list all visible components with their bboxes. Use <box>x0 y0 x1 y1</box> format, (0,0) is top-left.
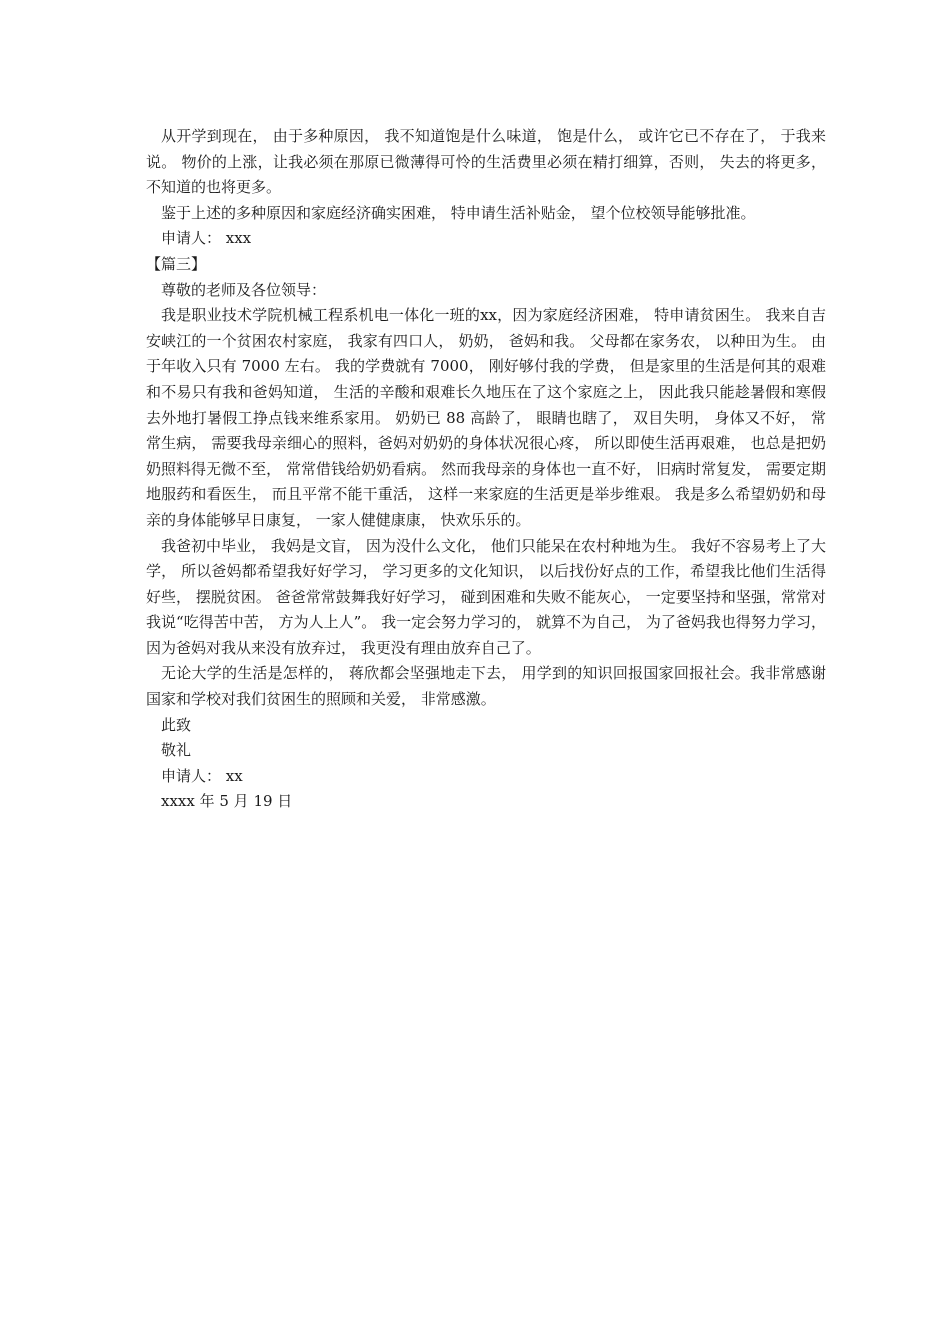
section-title: 【篇三】 <box>146 254 207 273</box>
salutation: 尊敬的老师及各位领导： <box>161 280 327 299</box>
document-page <box>146 124 826 815</box>
paragraph-intro-1: 从开学到现在， 由于多种原因， 我不知道饱是什么味道， 饱是什么， 或许它已不存在了， 于我来说。 物价的上涨，让我必须在那原已微薄得可怜的生活费里必须在精打细算，否则， 失去的将更多， 不知道的也将更多。 <box>146 127 826 197</box>
closing-line-1: 此致 <box>161 715 192 734</box>
paragraph-3: 无论大学的生活是怎样的， 蒋欣都会坚强地走下去， 用学到的知识回报国家回报社会。我非常感谢国家和学校对我们贫困生的照顾和关爱， 非常感激。 <box>146 664 826 709</box>
paragraph-2: 我爸初中毕业， 我妈是文盲， 因为没什么文化， 他们只能呆在农村种地为生。 我好不容易考上了大学， 所以爸妈都希望我好好学习， 学习更多的文化知识， 以后找份好点的工作，希望我比他们生活得好些， 摆脱贫困。 爸爸常常鼓舞我好好学习， 碰到困难和失败不能灰心， 一定要坚持和坚强，常常对我说“吃得苦中苦， 方为人上人”。 我一定会努力学习的， 就算不为自己， 为了爸妈我也得努力学习， 因为爸妈对我从来没有放弃过， 我更没有理由放弃自己了。 <box>146 536 826 657</box>
paragraph-1: 我是职业技术学院机械工程系机电一体化一班的xx，因为家庭经济困难， 特申请贫困生。 我来自吉安峡江的一个贫困农村家庭， 我家有四口人， 奶奶， 爸妈和我。 父母都在家务农， 以种田为生。 由于年收入只有 7000 左右。 我的学费就有 7000， 刚好够付我的学费， 但是家里的生活是何其的艰难和不易只有我和爸妈知道， 生活的辛酸和艰难长久地压在了这个家庭之上， 因此我只能趁暑假和寒假去外地打暑假工挣点钱来维系家用。 奶奶已 88 高龄了， 眼睛也瞎了， 双目失明， 身体又不好， 常常生病， 需要我母亲细心的照料，爸妈对奶奶的身体状况很心疼， 所以即使生活再艰难， 也总是把奶奶照料得无微不至， 常常借钱给奶奶看病。 然而我母亲的身体也一直不好， 旧病时常复发， 需要定期地服药和看医生， 而且平常不能干重活， 这样一来家庭的生活更是举步维艰。 我是多么希望奶奶和母亲的身体能够早日康复， 一家人健健康康， 快欢乐乐的。 <box>146 306 826 529</box>
applicant-signature-1: 申请人： xxx <box>161 229 252 248</box>
date-line: xxxx 年 5 月 19 日 <box>161 792 293 811</box>
applicant-signature-2: 申请人： xx <box>161 766 243 785</box>
closing-line-2: 敬礼 <box>161 741 192 760</box>
paragraph-intro-2: 鉴于上述的多种原因和家庭经济确实困难， 特申请生活补贴金， 望个位校领导能够批准。 <box>161 203 756 222</box>
